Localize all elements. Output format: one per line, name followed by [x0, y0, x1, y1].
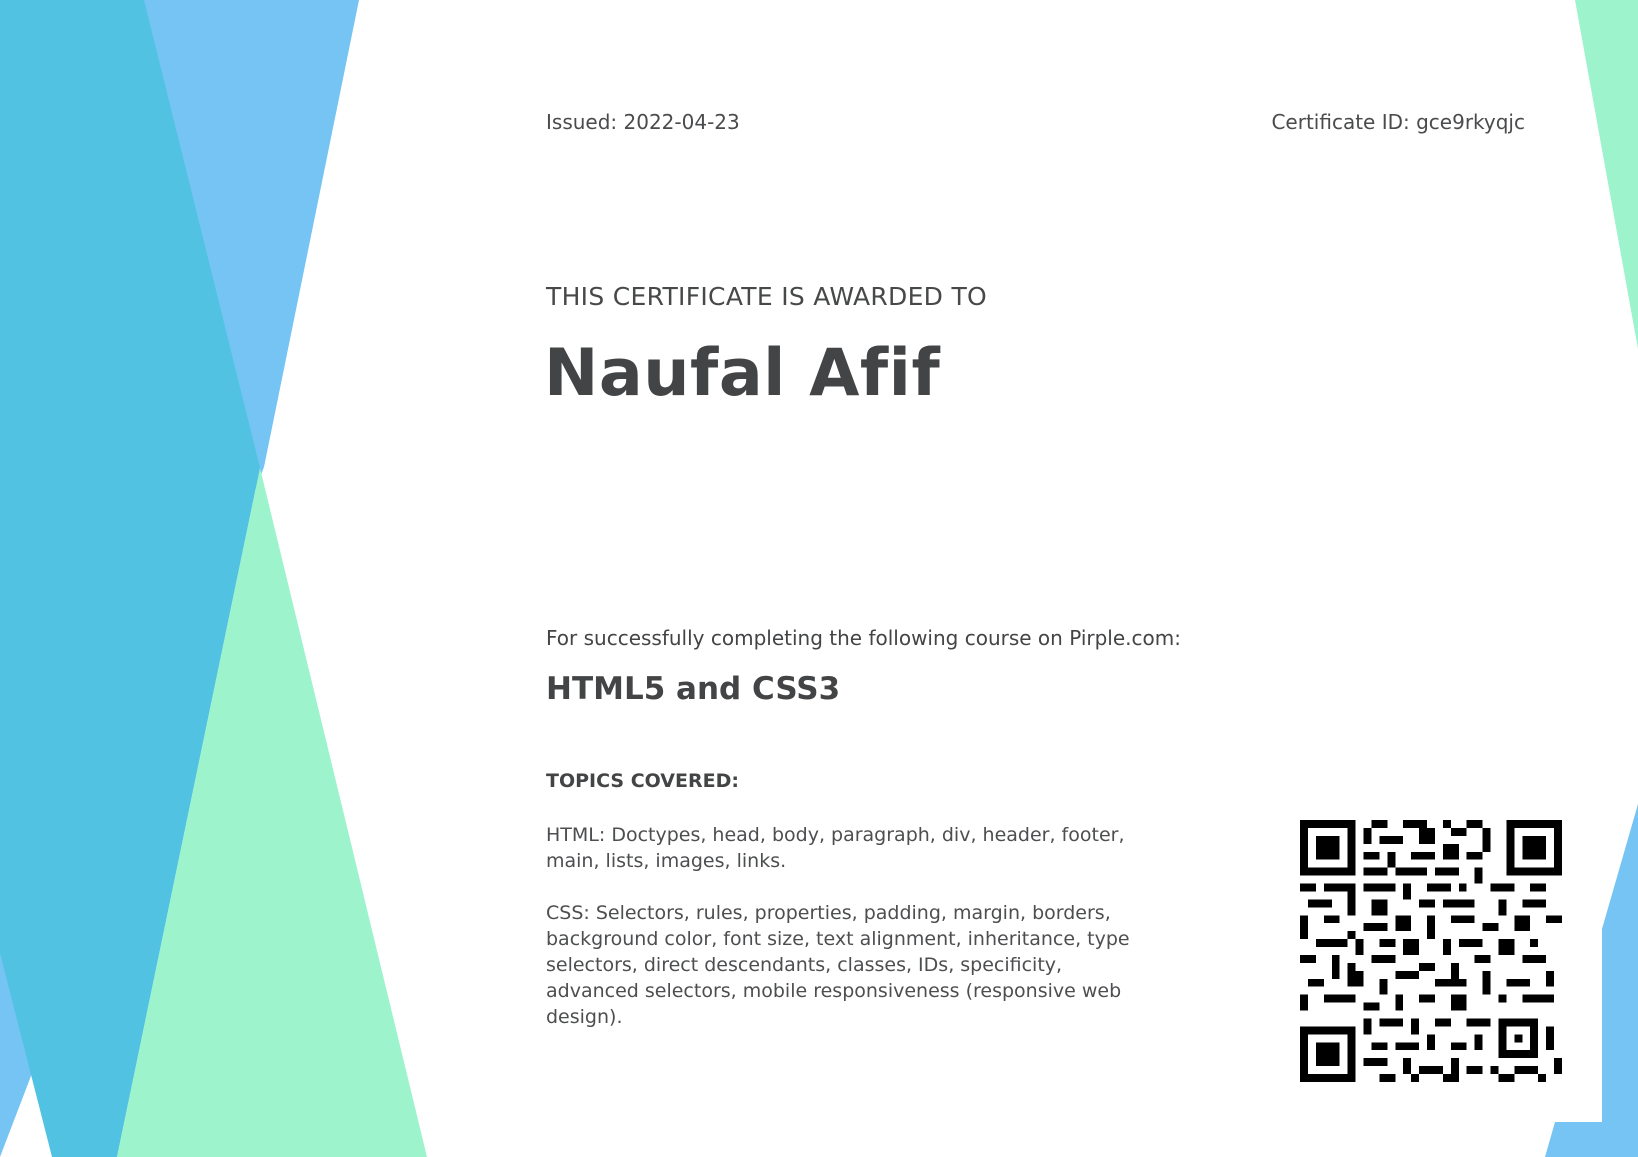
right-green-panel	[1575, 0, 1638, 349]
issued-date: Issued: 2022-04-23	[546, 110, 740, 134]
qr-code-icon	[1300, 820, 1562, 1082]
awarded-to-heading: THIS CERTIFICATE IS AWARDED TO	[546, 282, 988, 311]
certificate-id: Certificate ID: gce9rkyqjc	[1271, 110, 1525, 134]
topics-heading: TOPICS COVERED:	[546, 770, 739, 792]
recipient-name: Naufal Afif	[544, 336, 941, 411]
topic-css: CSS: Selectors, rules, properties, padding, margin, borders, background color, font size, text alignment, inheritance, type selectors, direct descendants, classes, IDs, specificity, advanced selectors, mobile responsiveness (responsive web design).	[546, 902, 1130, 1028]
completion-text: For successfully completing the following course on Pirple.com:	[546, 626, 1181, 650]
course-name: HTML5 and CSS3	[546, 671, 841, 707]
topic-html: HTML: Doctypes, head, body, paragraph, div, header, footer, main, lists, images, links.	[546, 824, 1125, 872]
